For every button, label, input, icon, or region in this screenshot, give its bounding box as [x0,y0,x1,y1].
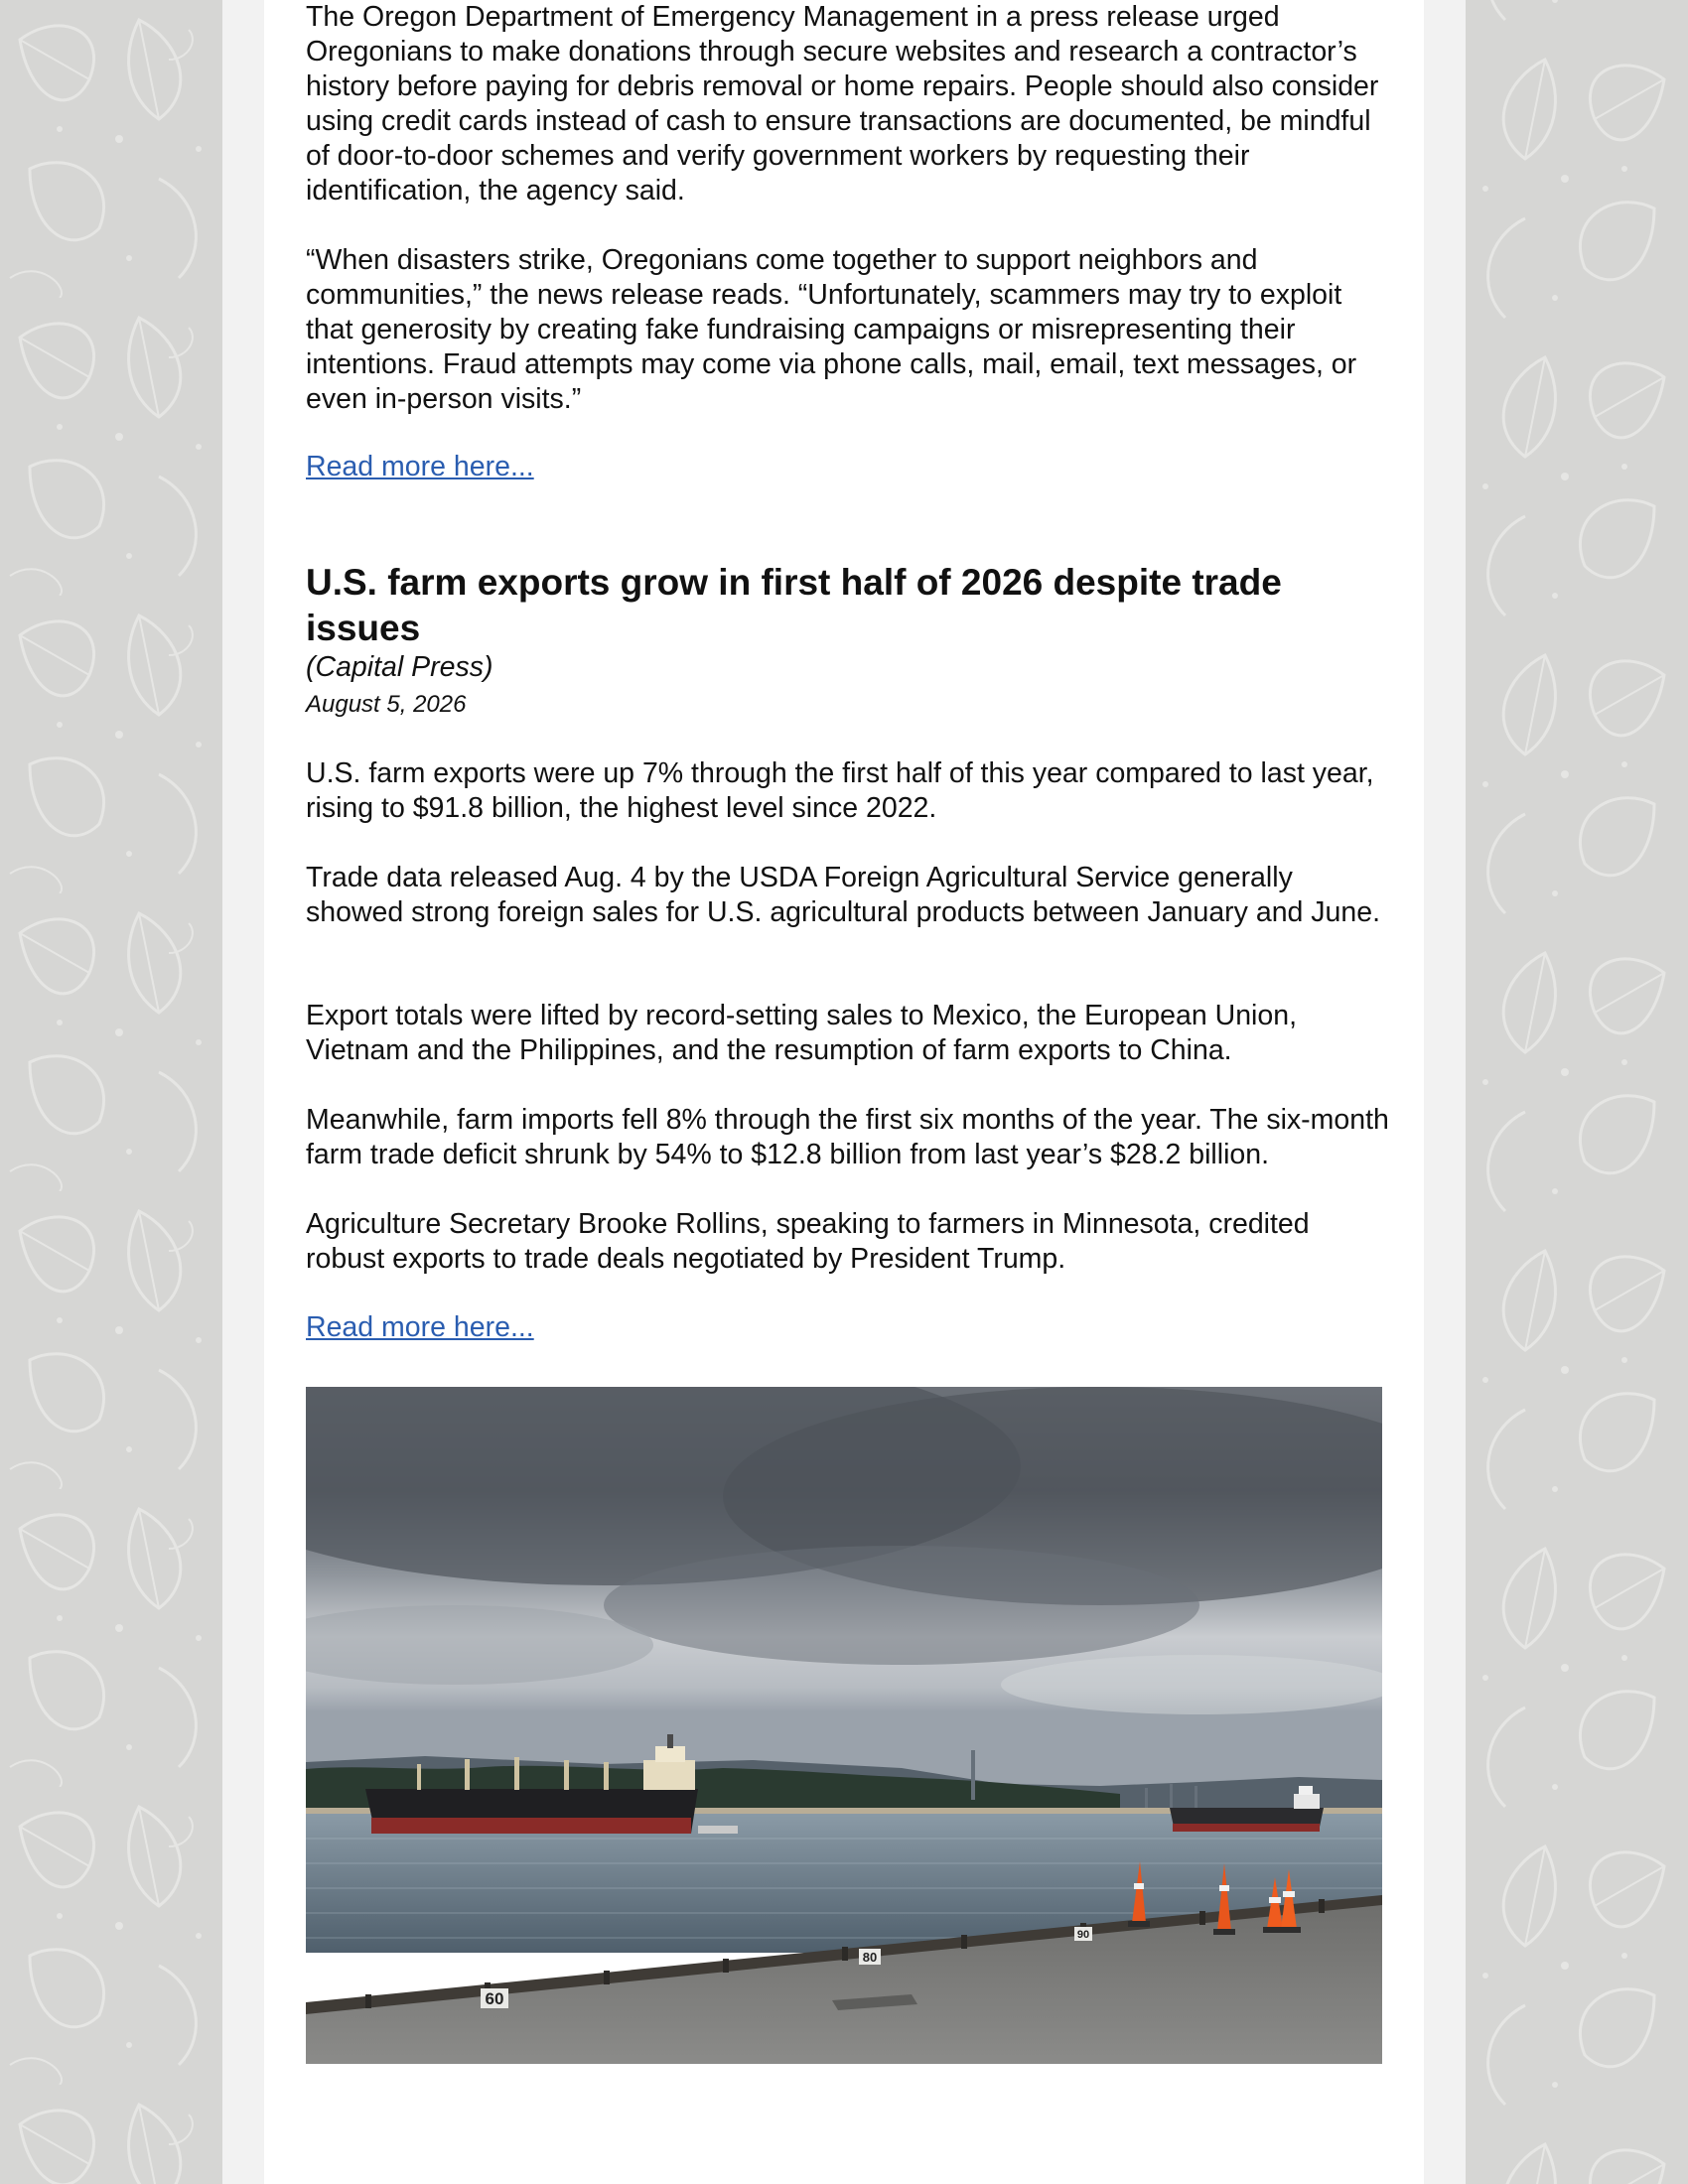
dock-number-60: 60 [485,1989,504,2008]
article2-paragraph-1: U.S. farm exports were up 7% through the first half of this year compared to last year, rising to $91.8 billion, the highest level since 2022. [306,757,1374,824]
article2-source: (Capital Press) [306,651,493,683]
article1-paragraph-1: The Oregon Department of Emergency Management in a press release urged Oregonians to make donations through secure websites and research a contractor’s history before paying for debris removal or home repairs. People should also consider using credit cards instead of cash to ensure transactions are documented, be mindful of door-to-door schemes and verify government workers by requesting their identification, the agency said. [306,1,1379,206]
article1-read-more-link[interactable]: Read more here... [306,451,534,482]
article2-paragraph-5: Agriculture Secretary Brooke Rollins, speaking to farmers in Minnesota, credited robust exports to trade deals negotiated by President Trump. [306,1208,1310,1275]
newsletter-content [264,0,1424,2184]
article2-paragraph-3: Export totals were lifted by record-setting sales to Mexico, the European Union, Vietnam and the Philippines, and the resumption of farm exports to China. [306,1000,1298,1066]
left-decorative-pattern [0,0,222,2184]
article1-paragraph-2: “When disasters strike, Oregonians come together to support neighbors and communities,” the news release reads. “Unfortunately, scammers may try to exploit that generosity by creating fake fundraising campaigns or misrepresenting their intentions. Fraud attempts may come via phone calls, mail, email, text messages, or even in-person visits.” [306,244,1357,415]
dock-number-80: 80 [862,1950,878,1965]
article2-paragraph-2: Trade data released Aug. 4 by the USDA Foreign Agricultural Service generally showed strong foreign sales for U.S. agricultural products between January and June. [306,862,1381,928]
article2-headline: U.S. farm exports grow in first half of 2026 despite trade issues [306,562,1282,648]
article2-read-more-link[interactable]: Read more here... [306,1311,534,1343]
port-ships-photo [306,1387,1382,2064]
article2-date: August 5, 2026 [306,691,467,718]
dock-number-90: 90 [1076,1929,1090,1941]
right-decorative-pattern [1466,0,1688,2184]
article2-paragraph-4: Meanwhile, farm imports fell 8% through the first six months of the year. The six-month farm trade deficit shrunk by 54% to $12.8 billion from last year’s $28.2 billion. [306,1104,1389,1170]
